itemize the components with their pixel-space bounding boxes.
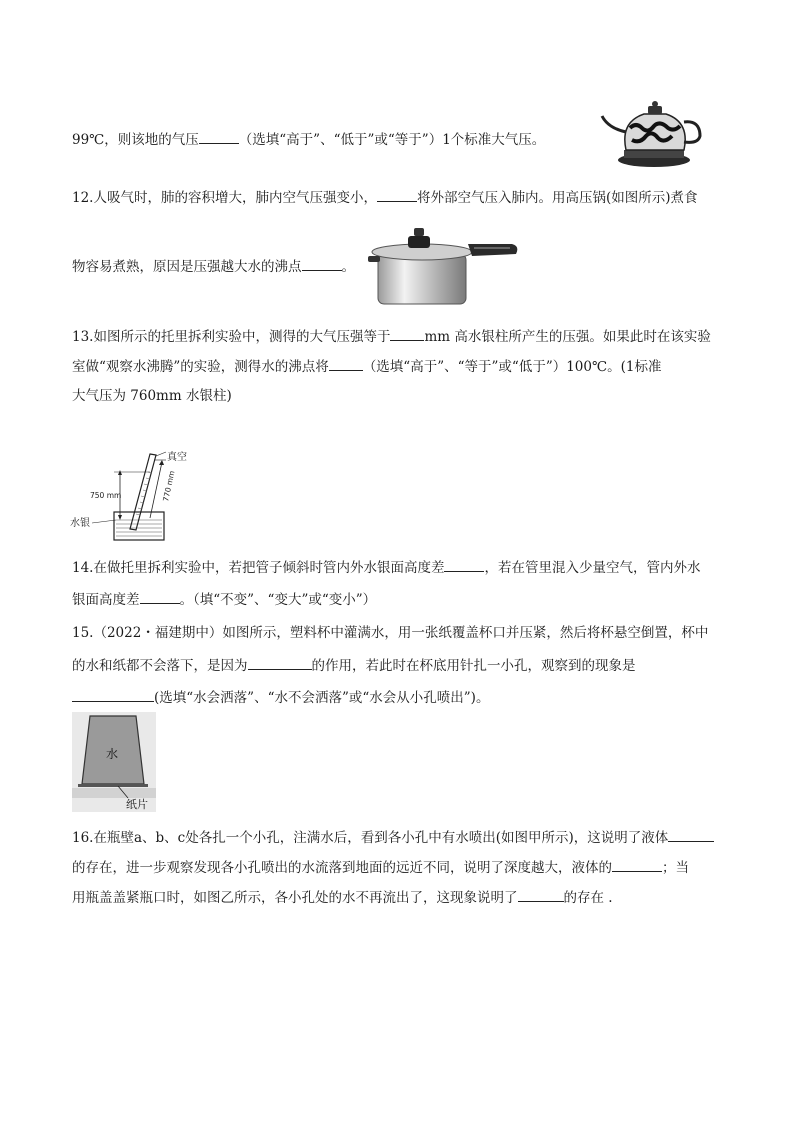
q13-text-3: 大气压为 760mm 水银柱) — [72, 388, 232, 404]
q15-text-2a: 的水和纸都不会落下，是因为 — [72, 658, 248, 674]
teapot-figure — [596, 98, 708, 170]
q12-text-1a: 12.人吸气时，肺的容积增大，肺内空气压强变小， — [72, 190, 377, 206]
q14-text-2a: 银面高度差 — [72, 592, 140, 608]
q14-text-1a: 14.在做托里拆利实验中，若把管子倾斜时管内外水银面高度差 — [72, 560, 445, 576]
q15-blank-2[interactable] — [72, 688, 154, 702]
q13-text-2b: （选填“高于”、“等于”或“低于”）100℃。(1标准 — [362, 359, 662, 375]
q11-line — [72, 130, 545, 149]
q12-blank-2[interactable] — [302, 257, 342, 271]
q16-text-3a: 用瓶盖盖紧瓶口时，如图乙所示，各小孔处的水不再流出了，这现象说明了 — [72, 890, 518, 906]
pressure-cooker-figure — [364, 222, 522, 308]
cup-figure — [72, 712, 156, 812]
q15-line1 — [72, 624, 708, 642]
label-water: 水 — [106, 747, 119, 761]
q12-line1 — [72, 188, 698, 207]
q16-blank-3[interactable] — [518, 888, 564, 902]
q15-line3 — [72, 688, 489, 707]
q13-text-1b: mm 高水银柱所产生的压强。如果此时在该实验 — [424, 329, 711, 345]
q11-text-a: 99℃，则该地的气压 — [72, 132, 199, 148]
q12-text-2a: 物容易煮熟，原因是压强越大水的沸点 — [72, 259, 302, 275]
q14-text-1b: ，若在管里混入少量空气，管内外水 — [484, 560, 701, 576]
q11-blank[interactable] — [199, 130, 239, 144]
q12-blank-1[interactable] — [377, 188, 417, 202]
q15-line2 — [72, 656, 636, 675]
q16-text-2a: 的存在，进一步观察发现各小孔喷出的水流落到地面的远近不同，说明了深度越大，液体的 — [72, 860, 612, 876]
q16-blank-1[interactable] — [668, 828, 714, 842]
q11-text-b: （选填“高于”、“低于”或“等于”）1个标准大气压。 — [238, 132, 546, 148]
q16-text-3b: 的存在 . — [563, 890, 613, 906]
q13-blank-2[interactable] — [329, 357, 363, 371]
q13-line1 — [72, 327, 711, 346]
q15-text-1: 15.（2022・福建期中）如图所示，塑料杯中灌满水，用一张纸覆盖杯口并压紧，然后将杯悬空倒置，杯中 — [72, 625, 709, 641]
q15-text-2b: 的作用，若此时在杯底用针扎一小孔，观察到的现象是 — [311, 658, 636, 674]
q14-line2 — [72, 590, 376, 609]
label-770mm: 770 mm — [161, 469, 177, 503]
q14-blank-1[interactable] — [444, 558, 484, 572]
q16-line1 — [72, 828, 714, 847]
q12-line2 — [72, 257, 355, 276]
q14-text-2b: 。（填“不变”、“变大”或“变小”） — [179, 592, 377, 608]
label-750mm: 750 mm — [90, 491, 122, 500]
q13-line2 — [72, 357, 661, 376]
q13-line3 — [72, 387, 232, 405]
q13-text-1a: 13.如图所示的托里拆利实验中，测得的大气压强等于 — [72, 329, 391, 345]
q16-line3 — [72, 888, 613, 907]
q16-blank-2[interactable] — [612, 858, 662, 872]
label-paper: 纸片 — [126, 798, 148, 811]
label-mercury: 水银 — [70, 518, 90, 529]
q12-text-1b: 将外部空气压入肺内。用高压锅(如图所示)煮食 — [416, 190, 698, 206]
q13-blank-1[interactable] — [390, 327, 424, 341]
q13-text-2a: 室做“观察水沸腾”的实验，测得水的沸点将 — [72, 359, 329, 375]
q14-blank-2[interactable] — [140, 590, 180, 604]
label-vacuum: 真空 — [167, 452, 187, 463]
q15-text-3b: (选填“水会洒落”、“水不会洒落”或“水会从小孔喷出”)。 — [154, 690, 490, 706]
torricelli-figure — [70, 448, 200, 548]
q16-text-2b: ；当 — [662, 860, 689, 876]
q12-text-2b: 。 — [341, 259, 355, 275]
q16-line2 — [72, 858, 689, 877]
q14-line1 — [72, 558, 700, 577]
q16-text-1a: 16.在瓶壁a、b、c处各扎一个小孔，注满水后，看到各小孔中有水喷出(如图甲所示)，这说明了液体 — [72, 830, 669, 846]
q15-blank-1[interactable] — [248, 656, 312, 670]
